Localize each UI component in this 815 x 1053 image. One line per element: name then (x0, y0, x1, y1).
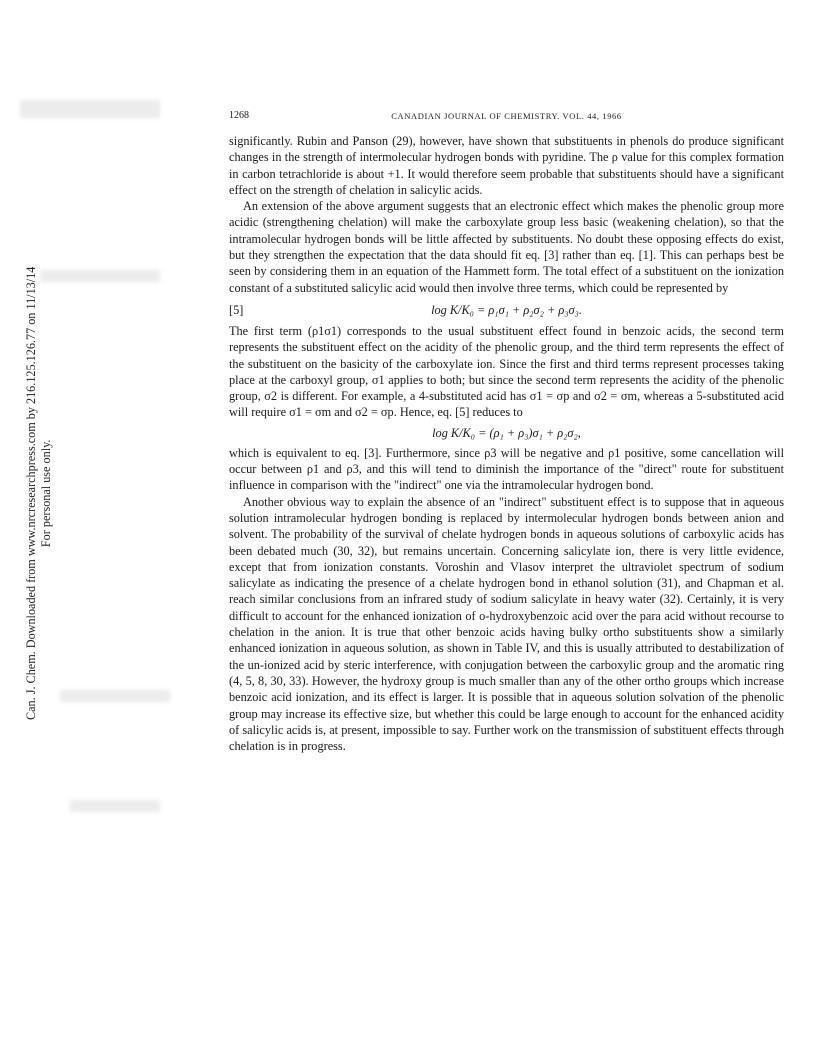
equation-reduced (229, 423, 784, 443)
download-notice-line-1: Can. J. Chem. Downloaded from www.nrcresearchpress.com by 216.125.126.77 on 11/13/14 (24, 266, 38, 720)
download-watermark (4, 190, 53, 720)
equation-body: log K/K₀ = (ρ₁ + ρ₃)σ₁ + ρ₂σ₂, (432, 425, 581, 440)
scan-smudge (20, 100, 160, 118)
equation-number: [5] (229, 302, 244, 317)
running-head: CANADIAN JOURNAL OF CHEMISTRY. VOL. 44, 1966 (391, 111, 622, 121)
page-header (229, 110, 784, 126)
paragraph: An extension of the above argument suggests that an electronic effect which makes the phenolic group more acidic (strengthening chelation) will make the carboxylate group less basic (weakening chelation), so that the intramolecular hydrogen bonds will be little affected by substituents. No doubt these opposing effects do exist, but they strengthen the expectation that the data should fit eq. [3] rather than eq. [1]. This can perhaps best be seen by considering them in an equation of the Hammett form. The total effect of a substituent on the ionization constant of a substituted salicylic acid would then involve three terms, which could be represented by (229, 199, 784, 295)
article-body (229, 133, 784, 754)
scan-smudge (40, 270, 160, 282)
equation-body: log K/K₀ = ρ₁σ₁ + ρ₂σ₂ + ρ₃σ₃. (431, 302, 582, 317)
paragraph: which is equivalent to eq. [3]. Furthermore, since ρ3 will be negative and ρ1 positive, some cancellation will occur between ρ1 and ρ3, and this will tend to diminish the importance of the "direct" route for substituent influence in comparison with the "indirect" one via the intramolecular hydrogen bond. (229, 445, 784, 493)
paragraph: The first term (ρ1σ1) corresponds to the usual substituent effect found in benzoic acids, the second term represents the substituent effect on the acidity of the phenolic group, and the third term represents the effect of the substituent on the basicity of the carboxylate ion. Since the first and third terms represent processes taking place at the carboxyl group, σ1 applies to both; but since the second term represents the acidity of the phenolic group, σ2 is different. For example, a 4-substituted acid has σ1 = σp and σ2 = σm, whereas a 5-substituted acid will require σ1 = σm and σ2 = σp. Hence, eq. [5] reduces to (229, 323, 784, 420)
paragraph: Another obvious way to explain the absence of an "indirect" substituent effect is to suppose that in aqueous solution intramolecular hydrogen bonding is replaced by intermolecular hydrogen bonds between anion and solvent. The probability of the survival of chelate hydrogen bonds in aqueous solutions of carboxylic acids has been debated much (30, 32), but remains uncertain. Concerning salicylate ion, there is very little evidence, except that from ionization constants. Voroshin and Vlasov interpret the ultraviolet spectrum of sodium salicylate as indicating the presence of a chelate hydrogen bond in ethanol solution (31), and Chapman et al. reach similar conclusions from an infrared study of sodium salicylate in heavy water (32). Certainly, it is very difficult to account for the enhanced ionization of o-hydroxybenzoic acid over the para acid without recourse to chelation in the anion. It is true that other benzoic acids having bulky ortho substituents show a similarly enhanced ionization in aqueous solution, as shown in Table IV, and this is usually attributed to destabilization of the un-ionized acid by steric interference, with conjugation between the carboxylic group and the aromatic ring (4, 5, 8, 30, 33). However, the hydroxy group is much smaller than any of the other ortho groups which increase benzoic acid ionization, and its effect is larger. It is possible that in aqueous solution solvation of the phenolic group may increase its effective size, but whether this could be large enough to account for the enhanced acidity of salicylic acids is, at present, impossible to say. Further work on the transmission of substituent effects through chelation is in progress. (229, 494, 784, 754)
scan-smudge (60, 690, 170, 702)
download-notice-line-2: For personal use only. (39, 439, 53, 548)
equation-5 (229, 300, 784, 320)
paragraph: significantly. Rubin and Panson (29), however, have shown that substituents in phenols do produce significant changes in the strength of intermolecular hydrogen bonds with pyridine. The ρ value for this complex formation in carbon tetrachloride is about +1. It would therefore seem probable that substituents should have a significant effect on the strength of chelation in salicylic acids. (229, 134, 784, 197)
page-number: 1268 (229, 110, 249, 121)
scan-smudge (70, 800, 160, 812)
download-notice (24, 267, 54, 720)
